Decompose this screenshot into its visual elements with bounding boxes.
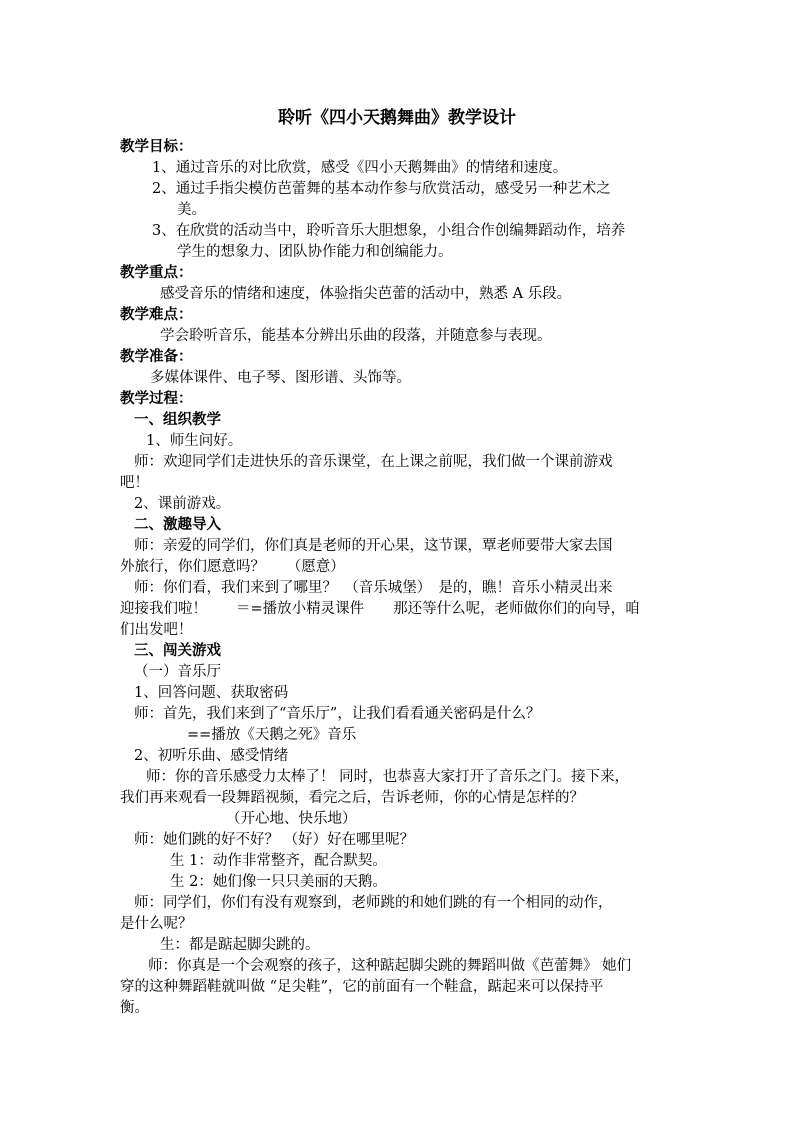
key-points-text: 感受音乐的情绪和速度，体验指尖芭蕾的活动中，熟悉 A 乐段。 bbox=[160, 286, 572, 302]
section-1-heading: 一、组织教学 bbox=[134, 411, 221, 428]
process-line: 1、师生问好。 bbox=[146, 433, 243, 449]
process-line: 师：你们看，我们来到了哪里？ （音乐城堡） 是的，瞧！音乐小精灵出来 bbox=[134, 580, 613, 596]
process-line: 1、回答问题、获取密码 bbox=[134, 685, 289, 701]
process-line: 生 1：动作非常整齐，配合默契。 bbox=[170, 853, 387, 869]
process-line: 2、课前游戏。 bbox=[134, 496, 231, 512]
preparation-text: 多媒体课件、电子琴、图形谱、头饰等。 bbox=[150, 370, 411, 386]
process-line: 师：首先，我们来到了“音乐厅”，让我们看看通关密码是什么？ bbox=[134, 706, 541, 722]
objective-3-cont: 学生的想象力、团队协作能力和创编能力。 bbox=[177, 244, 453, 260]
process-line: 师：你真是一个会观察的孩子，这种踮起脚尖跳的舞蹈叫做《芭蕾舞》 她们 bbox=[148, 958, 632, 974]
process-line: 师：欢迎同学们走进快乐的音乐课堂，在上课之前呢，我们做一个课前游戏 bbox=[134, 454, 613, 470]
process-line: 迎接我们啦！ ＝=播放小精灵课件 那还等什么呢，老师做你们的向导，咱 bbox=[120, 601, 640, 617]
section-3-heading: 三、闯关游戏 bbox=[134, 642, 221, 659]
heading-objectives: 教学目标： bbox=[120, 138, 193, 155]
heading-key-points: 教学重点： bbox=[120, 264, 193, 281]
objective-2: 2、通过手指尖模仿芭蕾舞的基本动作参与欣赏活动，感受另一种艺术之 bbox=[152, 181, 611, 197]
process-line: 生 2：她们像一只只美丽的天鹅。 bbox=[170, 874, 387, 890]
process-line: 我们再来观看一段舞蹈视频，看完之后，告诉老师，你的心情是怎样的？ bbox=[120, 790, 584, 806]
process-line: 师：她们跳的好不好？ （好）好在哪里呢？ bbox=[134, 832, 415, 848]
document-title: 聆听《四小天鹅舞曲》教学设计 bbox=[278, 108, 516, 128]
process-line: 师：同学们，你们有没有观察到，老师跳的和她们跳的有一个相同的动作， bbox=[134, 895, 613, 911]
process-line: 吧！ bbox=[120, 475, 149, 491]
objective-2-cont: 美。 bbox=[177, 202, 206, 218]
process-line: 师：你的音乐感受力太棒了！ 同时，也恭喜大家打开了音乐之门。接下来， bbox=[146, 769, 630, 785]
process-line: 们出发吧！ bbox=[120, 622, 193, 638]
process-line: ==播放《天鹅之死》音乐 bbox=[187, 727, 357, 743]
objective-1: 1、通过音乐的对比欣赏，感受《四小天鹅舞曲》的情绪和速度。 bbox=[152, 160, 568, 176]
process-line: 外旅行，你们愿意吗？ （愿意） bbox=[120, 559, 345, 575]
heading-process: 教学过程： bbox=[120, 390, 193, 407]
process-line: 衡。 bbox=[120, 1000, 149, 1016]
process-line: 2、初听乐曲、感受情绪 bbox=[134, 748, 289, 764]
heading-difficulties: 教学难点： bbox=[120, 306, 193, 323]
objective-3: 3、在欣赏的活动当中，聆听音乐大胆想象，小组合作创编舞蹈动作，培养 bbox=[152, 223, 626, 239]
subsection-heading: （一）音乐厅 bbox=[134, 664, 221, 680]
process-line: （开心地、快乐地） bbox=[226, 811, 357, 827]
process-line: 是什么呢？ bbox=[120, 916, 193, 932]
heading-preparation: 教学准备： bbox=[120, 348, 193, 365]
section-2-heading: 二、激趣导入 bbox=[134, 516, 221, 533]
process-line: 师：亲爱的同学们，你们真是老师的开心果，这节课，覃老师要带大家去国 bbox=[134, 538, 613, 554]
process-line: 生：都是踮起脚尖跳的。 bbox=[160, 937, 320, 953]
process-line: 穿的这种舞蹈鞋就叫做 “足尖鞋”，它的前面有一个鞋盒，踮起来可以保持平 bbox=[120, 979, 604, 995]
difficulties-text: 学会聆听音乐，能基本分辨出乐曲的段落，并随意参与表现。 bbox=[160, 328, 552, 344]
